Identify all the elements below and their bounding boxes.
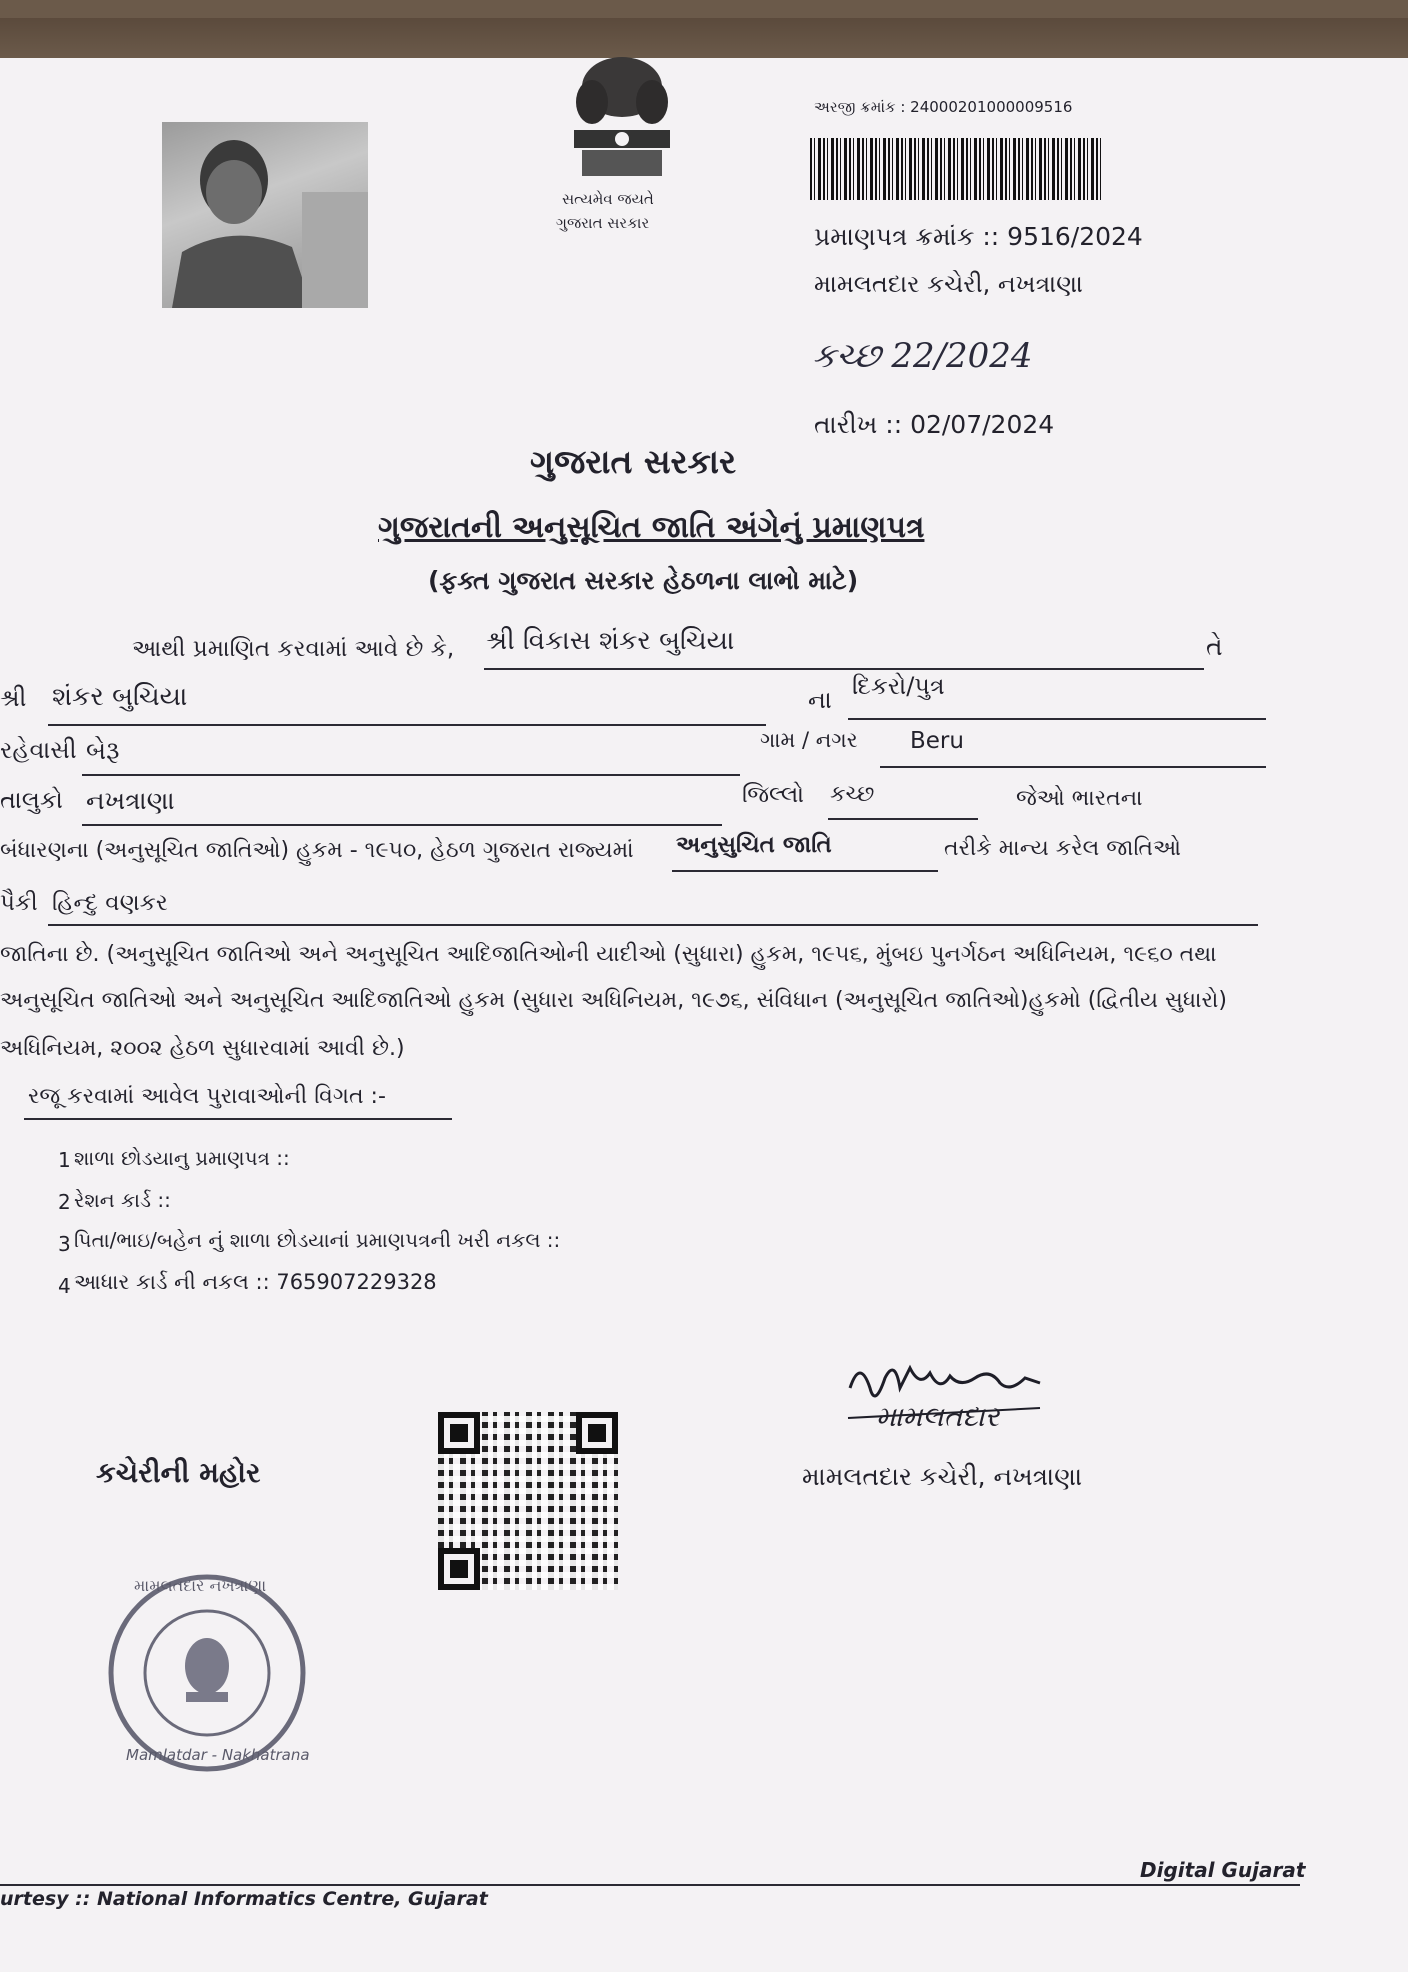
resident-label: રહેવાસી (0, 736, 77, 764)
evidence-item: શાળા છોડયાનુ પ્રમાણપત્ર :: (74, 1146, 290, 1170)
caste-underline (48, 924, 1258, 926)
emblem-org: ગુજરાત સરકાર (556, 214, 650, 232)
certify-prefix: આથી પ્રમાણિત કરવામાં આવે છે કે, (132, 636, 455, 662)
name-underline (484, 668, 1204, 670)
evidence-item: આધાર કાર્ડ ની નકલ :: 765907229328 (74, 1270, 437, 1294)
te-label: તે (1206, 632, 1223, 661)
evidence-item-num: 2 (58, 1190, 71, 1214)
evidence-item-num: 3 (58, 1232, 71, 1256)
seal-english: Mamlatdar - Nakhatrana (126, 1746, 310, 1764)
village-gujarati: બેરૂ (86, 736, 120, 765)
taluka-label: તાલુકો (0, 786, 63, 814)
application-number: અરજી ક્રમાંક : 24000201000009516 (814, 98, 1073, 116)
evidence-item: પિતા/ભાઇ/બહેન નું શાળા છોડયાનાં પ્રમાણપત્રની ખરી નકલ :: (74, 1228, 561, 1252)
among-label: પૈકી (0, 890, 38, 916)
relation-underline (848, 718, 1266, 720)
relation: દિકરો/પુત્ર (852, 672, 945, 700)
barcode (810, 138, 1102, 200)
evidence-item: રેશન કાર્ડ :: (74, 1188, 171, 1212)
village-english: Beru (910, 728, 964, 754)
district-label: જિલ્લો (742, 782, 805, 808)
courtesy-text: urtesy :: National Informatics Centre, Gujarat (0, 1888, 488, 1910)
applicant-photo (162, 122, 368, 308)
certificate-subtitle: (ફક્ત ગુજરાત સરકાર હેઠળના લાભો માટે) (428, 566, 859, 595)
india-text: જેઓ ભારતના (1016, 786, 1143, 811)
signature-title: મામલતદાર (876, 1400, 1000, 1433)
shri-label: શ્રી (0, 684, 27, 712)
father-name: શંકર બુચિયા (52, 682, 188, 712)
lion-capital-icon (552, 52, 692, 182)
person-silhouette-icon (162, 122, 368, 308)
national-emblem (552, 52, 692, 182)
category: અનુસુચિત જાતિ (676, 832, 832, 858)
qr-finder (576, 1412, 618, 1454)
taluka-underline (82, 824, 722, 826)
qr-finder (438, 1412, 480, 1454)
village-underline (82, 774, 740, 776)
paragraph-line-3: અધિનિયમ, ૨૦૦૨ હેઠળ સુધારવામાં આવી છે.) (0, 1036, 405, 1061)
evidence-item-num: 1 (58, 1148, 71, 1172)
district: કચ્છ (830, 782, 875, 807)
applicant-name: શ્રી વિકાસ શંકર બુચિયા (486, 626, 735, 656)
office-seal-label: કચેરીની મહોર (96, 1456, 261, 1489)
certificate-title: ગુજરાતની અનુસૂચિત જાતિ અંગેનું પ્રમાણપત્ર (378, 510, 925, 545)
district-underline (828, 818, 978, 820)
issuing-office: મામલતદાર કચેરી, નખત્રાણા (814, 270, 1083, 298)
paragraph-line-1: જાતિના છે. (અનુસૂચિત જાતિઓ અને અનુસૂચિત આદિજાતિઓની યાદીઓ (સુધારા) હુકમ, ૧૯૫૬, મુંબઇ પુનર્ગઠન અધિનિયમ, ૧૯૬૦ તથા (0, 942, 1217, 967)
qr-code (438, 1412, 618, 1590)
office-seal (104, 1570, 310, 1776)
recognized-text: તરીકે માન્ય કરેલ જાતિઓ (944, 836, 1181, 861)
signature-office: મામલતદાર કચેરી, નખત્રાણા (802, 1462, 1083, 1491)
village-city-label: ગામ / નગર (760, 728, 858, 752)
digital-gujarat: Digital Gujarat (1140, 1858, 1306, 1882)
paragraph-line-2: અનુસૂચિત જાતિઓ અને અનુસૂચિત આદિજાતિઓ હુકમ (સુધારા અધિનિયમ, ૧૯૭૬, સંવિધાન (અનુસૂચિત જાતિઓ)હુકમો (દ્વિતીય સુધારો) (0, 988, 1227, 1013)
page-top-edge (0, 18, 1408, 58)
evidence-heading: રજૂ કરવામાં આવેલ પુરાવાઓની વિગત :- (28, 1084, 386, 1109)
category-underline (672, 870, 938, 872)
certificate-page (0, 18, 1408, 1972)
footer-rule (0, 1884, 1300, 1886)
certificate-number: પ્રમાણપત્ર ક્રમાંક :: 9516/2024 (814, 222, 1143, 251)
taluka: નખત્રાણા (86, 786, 175, 815)
government-heading: ગુજરાત સરકાર (530, 442, 737, 481)
father-underline (48, 724, 766, 726)
seal-text: મામલતદાર નખત્રાણા (134, 1576, 267, 1595)
certificate-date: તારીખ :: 02/07/2024 (814, 410, 1055, 439)
constitution-text: બંધારણના (અનુસૂચિત જાતિઓ) હુકમ - ૧૯૫૦, હેઠળ ગુજરાત રાજ્યમાં (0, 838, 634, 863)
handwritten-reference: કચ્છ 22/2024 (812, 336, 1033, 376)
qr-finder (438, 1548, 480, 1590)
na-label: ના (808, 686, 832, 714)
evidence-heading-underline (24, 1118, 452, 1120)
village-english-underline (880, 766, 1266, 768)
caste: હિન્દુ વણકર (52, 890, 168, 916)
evidence-item-num: 4 (58, 1274, 71, 1298)
emblem-motto: સત્યમેવ જયતે (562, 190, 654, 208)
